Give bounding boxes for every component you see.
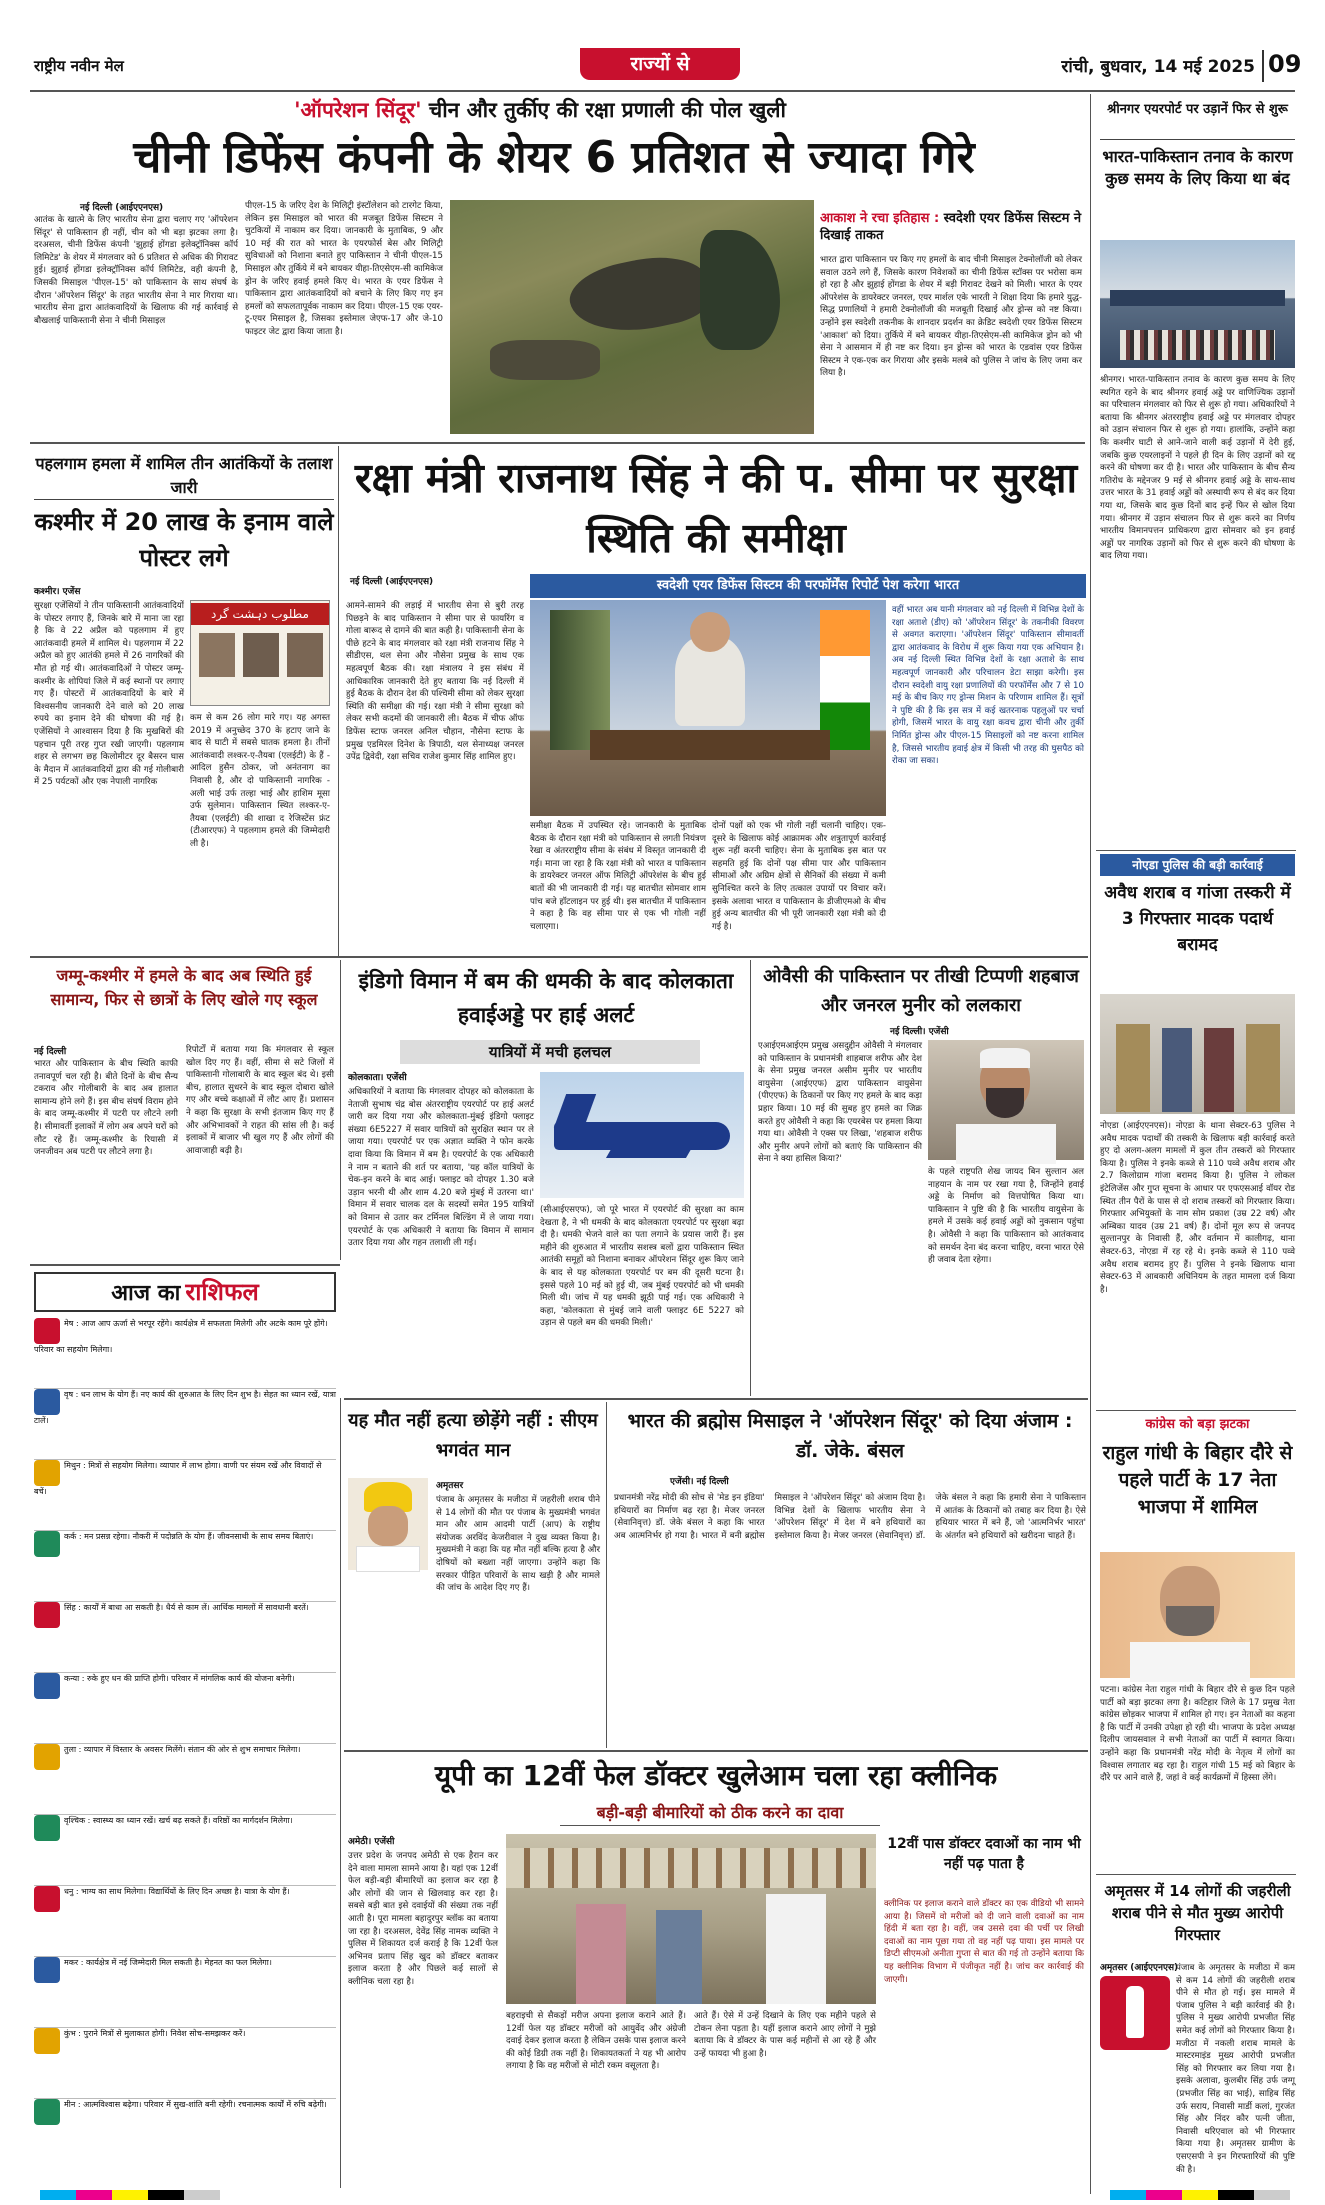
rashifal-title-main: राशिफल (185, 1278, 259, 1306)
murder-text: पंजाब के अमृतसर के मजीठा में जहरीली शराब पीने से 14 लोगों की मौत पर पंजाब के मुख्यमंत्री भगवंत मान और आम आदमी पार्टी (आप) के राष्ट्रीय संयोजक अरविंद केजरीवाल ने दुख व्यक्त किया है। मुख्यमंत्री ने कहा कि यह मौत नहीं बल्कि हत्या है और दोषियों को बख्शा नहीं जाएगा। उन्होंने कहा कि सरकार पीड़ित परिवारों के साथ खड़ी है और मामले की जांच के आदेश दिए गए हैं। (436, 1495, 600, 1594)
color-registration-right (1110, 2190, 1290, 2200)
noida-top-rule (1096, 850, 1296, 851)
jk-headline: जम्मू-कश्मीर में हमले के बाद अब स्थिति हुई सामान्य, फिर से छात्रों के लिए खोले गए स्कूल (50, 966, 318, 1009)
owaisi-col-1: एआईएमआईएम प्रमुख असदुद्दीन ओवैसी ने मंगलवार को पाकिस्तान के प्रधानमंत्री शाहबाज शरीफ और देश के सेना प्रमुख जनरल असीम मुनीर पर भारतीय वायुसेना (आईएएफ) द्वारा पाकिस्तान वायुसेना (पीएएफ) के ठिकानों पर किए गए हमले के बाद कड़ा प्रहार किया। 10 मई की सुबह हुए हमले का जिक्र करते हुए ओवैसी ने कहा कि एयरबेस पर हमला किया गया था। ओवैसी ने एक्स पर लिखा, 'शहबाज शरीफ और मुनीर अपने लोगों को बताएं कि पाकिस्तान की सेना ने क्या हासिल किया?' (758, 1041, 922, 1165)
rashifal-sign: मकर : कार्यक्षेत्र में नई जिम्मेदारी मिल सकती है। मेहनत का फल मिलेगा। (34, 1957, 336, 2028)
rajnath-dateline: नई दिल्ली (आईएएनएस) (350, 577, 434, 587)
rashifal-sign: मीन : आत्मविश्वास बढ़ेगा। परिवार में सुख-शांति बनी रहेगी। रचनात्मक कार्यों में रुचि बढ़ेगी। (34, 2099, 336, 2169)
owaisi-headline: ओवैसी की पाकिस्तान पर तीखी टिप्पणी शहबाज और जनरल मुनीर को ललकारा (763, 966, 1079, 1016)
paper-name: राष्ट्रीय नवीन मेल (34, 57, 124, 75)
jk-dateline: नई दिल्ली (34, 1047, 67, 1057)
amritsar-top-rule (1096, 1874, 1296, 1875)
kumbh-icon (34, 2028, 60, 2054)
makar-icon (34, 1957, 60, 1983)
terminal-roof (1110, 290, 1285, 306)
mann-face (368, 1506, 408, 1546)
dateline: रांची, बुधवार, 14 मई 2025 (1061, 57, 1255, 77)
rashifal-sign: कुंभ : पुराने मित्रों से मुलाकात होगी। निवेश सोच-समझकर करें। (34, 2028, 336, 2099)
rashifal-sign: मेष : आज आप ऊर्जा से भरपूर रहेंगे। कार्यक्षेत्र में सफलता मिलेगी और अटके काम पूरे होंगे। परिवार का सहयोग मिलेगा। (34, 1318, 336, 1389)
clinic-dateline: अमेठी। एजेंसी (348, 1837, 395, 1847)
pahalgam-poster (190, 600, 330, 706)
lead-headline: चीनी डिफेंस कंपनी के शेयर 6 प्रतिशत से ज्यादा गिरे (133, 132, 975, 183)
poster-title: مطلوب دہشت گرد (191, 603, 329, 625)
poster-face-1 (199, 633, 235, 677)
col-divider-left (338, 446, 339, 956)
srinagar-headline: भारत-पाकिस्तान तनाव के कारण कुछ समय के लिए किया था बंद (1102, 147, 1293, 188)
rashifal-title-pre: आज का (111, 1281, 181, 1306)
noida-kicker: नोएडा पुलिस की बड़ी कार्रवाई (1100, 854, 1295, 876)
indigo-col-2: (सीआईएसएफ), जो पूरे भारत में एयरपोर्ट की सुरक्षा का काम देखता है, ने भी धमकी के बाद कोलकाता एयरपोर्ट पर सुरक्षा बढ़ा दी है। धमकी भेजने वाले का पता लगाने के प्रयास जारी हैं। इस महीने की शुरुआत में भारतीय सशस्त्र बलों द्वारा पाकिस्तान स्थित आतंकी समूहों को निशाना बनाकर ऑपरेशन सिंदूर शुरू किए जाने के बाद से यह कोलकाता एयरपोर्ट पर बम की दूसरी घटना है। इससे पहले 10 मई को हुई थी, जब मुंबई एयरपोर्ट को भी धमकी मिली थी। जांच में यह धमकी झूठी पाई गई। एक अधिकारी ने कहा, 'कोलकाता से मुंबई जाने वाली फ्लाइट 6E 5227 को उड़ान से पहले बम की धमकी मिली।' (540, 1205, 744, 1329)
srinagar-kicker: श्रीनगर एयरपोर्ट पर उड़ानें फिर से शुरू (1100, 100, 1295, 140)
pahalgam-kicker: पहलगाम हमला में शामिल तीन आतंकियों के तलाश जारी (34, 452, 334, 500)
noida-text: नोएडा (आईएएनएस)। नोएडा के थाना सेक्टर-63 पुलिस ने अवैध मादक पदार्थों की तस्करी के खिलाफ बड़ी कार्रवाई करते हुए दो अलग-अलग मामलों में कुल तीन तस्करों को गिरफ्तार किया है। पुलिस ने इनके कब्जे से 110 पव्वे अवैध शराब और 2.7 किलोग्राम गांजा बरामद किया है। पुलिस ने लोकल इंटेलिजेंस और गुप्त सूचना के आधार पर एफएसआई वॉयर रोड स्थित तीन पैरों के पास से दो शराब तस्करों को गिरफ्तार किया। गिरफ्तार अभियुक्तों के नाम सोम प्रकाश (उम्र 22 वर्ष) और अम्बिका यादव (उम्र 21 वर्ष) हैं। दोनों मूल रूप से जनपद सुल्तानपुर के निवासी हैं, और वर्तमान में कालीगढ़, थाना सेक्टर-63, नोएडा में रह रहे थे। इनके कब्जे से 110 पव्वे अवैध शराब बरामद हुए हैं। पुलिस ने इनके खिलाफ थाना सेक्टर-63 में आबकारी अधिनियम के तहत मामला दर्ज किया है। (1100, 1121, 1295, 1295)
rajnath-photo (530, 600, 886, 816)
rashifal-sign: तुला : व्यापार में विस्तार के अवसर मिलेंगे। संतान की ओर से शुभ समाचार मिलेगा। (34, 1744, 336, 1815)
murder-dateline: अमृतसर (436, 1481, 464, 1491)
masthead-rule (30, 90, 1295, 92)
rashifal-sign: मिथुन : मित्रों से सहयोग मिलेगा। व्यापार में लाभ होगा। वाणी पर संयम रखें और विवादों से बचें। (34, 1460, 336, 1531)
owaisi-dateline: नई दिल्ली। एजेंसी (890, 1027, 949, 1037)
owaisi-shirt (956, 1124, 1056, 1164)
kanya-icon (34, 1673, 60, 1699)
wreckage-shape-3 (700, 230, 780, 350)
flag-right (820, 610, 870, 750)
rajnath-headline: रक्षा मंत्री राजनाथ सिंह ने की प. सीमा पर सुरक्षा स्थिति की समीक्षा (354, 454, 1078, 562)
col-divider-mid (750, 960, 751, 1396)
col-divider-left-3 (340, 1398, 341, 2188)
lead-side-heading (820, 210, 1082, 250)
pahalgam-dateline: कश्मीर। एजेंस (34, 587, 81, 597)
patient-1 (576, 1904, 626, 2004)
mithun-icon (34, 1460, 60, 1486)
rashifal-sign: वृष : धन लाभ के योग हैं। नए कार्य की शुरुआत के लिए दिन शुभ है। सेहत का ध्यान रखें, यात्रा टालें। (34, 1389, 336, 1460)
wreckage-shape (564, 246, 715, 344)
rashifal-sign: वृश्चिक : स्वास्थ्य का ध्यान रखें। खर्च बढ़ सकते हैं। वरिष्ठों का मार्गदर्शन मिलेगा। (34, 1815, 336, 1886)
rajnath-col-1: आमने-सामने की लड़ाई में भारतीय सेना से बुरी तरह पिछड़ने के बाद पाकिस्तान ने सीमा पार से फायरिंग व गोला बारूद से दागने की बात कही है। पाकिस्तानी सेना के पीछे हटने के बाद मंगलवार को रक्षा मंत्री राजनाथ सिंह ने सीडीएस, थल सेना और नौसेना प्रमुख के साथ एक महत्वपूर्ण बैठक की। रक्षा मंत्रालय ने इस संबंध में आधिकारिक जानकारी देते हुए बताया कि नई दिल्ली में हुई बैठक के दौरान देश की पश्चिमी सीमा को लेकर सुरक्षा स्थिति की समीक्षा की गई। रक्षा मंत्री ने सीमा सुरक्षा को लेकर सभी कदमों की जानकारी ली। बैठक में चीफ ऑफ डिफेंस स्टाफ जनरल अनिल चौहान, नौसेना स्टाफ के प्रमुख एडमिरल दिनेश के त्रिपाठी, थल सेनाध्यक्ष जनरल उपेंद्र द्विवेदी, रक्षा सचिव राजेश कुमार सिंह शामिल हुए। (346, 601, 524, 763)
policeman-1 (1116, 1024, 1150, 1112)
brahmos-text: प्रधानमंत्री नरेंद्र मोदी की सोच से 'मेड इन इंडिया' हथियारों का निर्माण बढ़ रहा है। मेजर जनरल (सेवानिवृत्त) डॉ. जेके बंसल ने कहा कि भारत अब आत्मनिर्भर हो गया है। भारत में बनी ब्रह्मोस मिसाइल ने 'ऑपरेशन सिंदूर' को अंजाम दिया है। विभिन्न देशों के खिलाफ भारतीय सेना ने 'ऑपरेशन सिंदूर' में देश में बने हथियारों का इस्तेमाल किया है। मेजर जनरल (सेवानिवृत्त) डॉ. जेके बंसल ने कहा कि हमारी सेना ने पाकिस्तान में आतंक के ठिकानों को तबाह कर दिया है। ऐसे हथियार भारत में बने हैं, जो 'आत्मनिर्भर भारत' के अंतर्गत बने हथियारों को खरीदना चाहते हैं। (614, 1493, 1086, 1541)
section-tab: राज्यों से (580, 48, 740, 80)
row4-top-rule (344, 1398, 1088, 1400)
flag-left (550, 610, 610, 750)
side-title: स्वदेशी एयर डिफेंस सिस्टम ने दिखाई ताकत (820, 211, 1082, 243)
owaisi-photo (928, 1040, 1084, 1160)
minister-head (690, 612, 730, 652)
vrishchik-icon (34, 1815, 60, 1841)
pahalgam-top-rule (30, 442, 1085, 444)
jk-col-2: रिपोर्टों में बताया गया कि मंगलवार से स्कूल खोल दिए गए हैं। वहीं, सीमा से सटे जिलों में पाकिस्तानी गोलाबारी के बाद स्कूल बंद थे। इसी बीच, हालात सुधरने के बाद स्कूल दोबारा खोले गए और बच्चे कक्षाओं में लौट आए हैं। प्रशासन ने कहा कि सुरक्षा के सभी इंतजाम किए गए हैं और अभिभावकों ने राहत की सांस ली है। कई इलाकों में बाजार भी खुल गए हैं और लोगों की आवाजाही बढ़ी है। (186, 1045, 334, 1156)
color-registration-left (40, 2190, 220, 2200)
pahalgam-headline: कश्मीर में 20 लाख के इनाम वाले पोस्टर लगे (34, 508, 334, 572)
clinic-col-3: आते हैं। ऐसे में उन्हें दिखाने के लिए एक महीने पहले से टोकन लेना पड़ता है। यहीं इलाज कराने आए लोगों ने मुझे बताया कि वे डॉक्टर के पास कई महीनों से आ रहे हैं और उन्हें फायदा भी हुआ है। (694, 2011, 876, 2059)
wreckage-shape-2 (490, 340, 600, 380)
lead-col-2: पीएल-15 के जरिए देश के मिलिट्री इंस्टॉलेशन को टारगेट किया, लेकिन इस मिसाइल को भारत की मजबूत डिफेंस सिस्टम ने चुटकियों में नाकाम कर दिया। जानकारी के मुताबिक, 9 और 10 मई की रात को भारत के एयरफोर्स बेस और मिलिट्री सुविधाओं को निशाना बनाते हुए पाकिस्तान ने चीनी पीएल-15 मिसाइल और तुर्किये में बने बायकर यीहा-तिएसेएम-सी कामिकेज ड्रोन के जरिए हवाई हमले किए थे। भारत के एयर डिफेंस ने पाकिस्तान द्वारा आतंकवादियों को बचाने के लिए किए गए इन हमलों को सफलतापूर्वक नाकाम कर दिया। पीएल-15 एक एयर-टू-एयर मिसाइल है, जिसका इस्तेमाल जेएफ-17 और जे-10 फाइटर जेट द्वारा किया जाता है। (245, 201, 443, 337)
brahmos-dateline: एजेंसी। नई दिल्ली (670, 1477, 729, 1487)
lead-kicker (140, 96, 940, 126)
rajnath-banner: स्वदेशी एयर डिफेंस सिस्टम की परफॉर्मेंस रिपोर्ट पेश करेगा भारत (530, 574, 1086, 598)
col-divider-right (1090, 94, 1091, 2194)
poster-face-2 (243, 633, 279, 677)
desk (590, 730, 830, 760)
rajnath-col-4: वहीं भारत अब यानी मंगलवार को नई दिल्ली में विभिन्न देशों के रक्षा अताशे (डीए) को 'ऑपरेशन सिंदूर' के तकनीकी विवरण से अवगत कराएगा। 'ऑपरेशन सिंदूर' पाकिस्तान सीमावर्ती द्वारा आतंकवाद के विरोध में शुरू किया गया एक अभियान है। अब नई दिल्ली स्थित विभिन्न देशों के रक्षा अताशे के साथ महत्वपूर्ण जानकारी और परिचालन डेटा साझा करेगी। इस दौरान स्वदेशी वायु रक्षा प्रणालियों की परफॉर्मेंस और 7 से 10 मई के बीच किए गए ड्रोन्स मिशन के परिणाम शामिल हैं। सूत्रों ने पुष्टि की है कि इस सत्र में कई खतरनाक पहलुओं पर चर्चा होगी, जिसमें भारत के वायु रक्षा कवच द्वारा चीनी और तुर्की निर्मित ड्रोन्स और पीएल-15 मिसाइलों को नष्ट करना शामिल है, जिससे भारतीय हवाई क्षेत्र में किसी भी तरह की घुसपैठ को रोका जा सका। (892, 605, 1084, 767)
doctor-figure (766, 1894, 826, 2004)
lead-photo-wreckage (450, 200, 814, 434)
mann-photo (348, 1478, 428, 1570)
srinagar-text: श्रीनगर। भारत-पाकिस्तान तनाव के कारण कुछ समय के लिए स्थगित रहने के बाद श्रीनगर हवाई अड्डे पर वाणिज्यिक उड़ानों का परिचालन मंगलवार को फिर से शुरू हो गया। अधिकारियों ने बताया कि श्रीनगर अंतरराष्ट्रीय हवाई अड्डे पर मंगलवार दोपहर को उड़ान संचालन फिर से शुरू हो गया। हालांकि, उन्होंने कहा कि कश्मीर घाटी से आने-जाने वाली कई उड़ानों में देरी हुई, जबकि कुछ एयरलाइनों ने पहले ही दिन के लिए उड़ानों को रद्द करने की घोषणा कर दी है। भारत और पाकिस्तान के बीच सैन्य गतिरोध के मद्देनजर 9 मई से श्रीनगर हवाई अड्डे के साथ-साथ उत्तर भारत के 31 हवाई अड्डों को अस्थायी रूप से बंद कर दिया गया था, जिसके बाद कुछ दिनों बाद इन्हें फिर से खोल दिया गया। श्रीनगर में उड़ान संचालन फिर से शुरू करने का निर्णय भारतीय विमानपत्तन प्राधिकरण द्वारा सोमवार को इन हवाई अड्डों पर नागरिक उड़ानों को फिर से शुरू करने की घोषणा के बाद लिया गया। (1100, 375, 1295, 562)
clinic-shelf (506, 1848, 876, 1888)
rashifal-title (34, 1272, 336, 1312)
srinagar-photo (1100, 240, 1295, 368)
col-divider-left-2 (340, 960, 341, 1260)
col-divider-mid-2 (606, 1402, 607, 1748)
clinic-col-1: उत्तर प्रदेश के जनपद अमेठी से एक हैरान कर देने वाला मामला सामने आया है। यहां एक 12वीं फेल बड़ी-बड़ी बीमारियों का इलाज कर रहा है और लोगों की जान से खिलवाड़ कर रहा है। सबसे बड़ी बात इसे दवाईयों की संख्या तक नहीं आती है। पूरा मामला बहादुरपुर ब्लॉक का बताया जा रहा है। दरअसल, देवेंद्र सिंह नामक व्यक्ति ने पुलिस में शिकायत दर्ज कराई है कि 12वीं फेल अभिनव प्रताप सिंह खुद को डॉक्टर बताकर इलाज करता है और पिछले कई सालों से क्लीनिक चला रहा है। (348, 1851, 498, 1987)
dhanu-icon (34, 1886, 60, 1912)
kark-icon (34, 1531, 60, 1557)
side-kicker: आकाश ने रचा इतिहास : (820, 211, 940, 226)
rashifal-sign: सिंह : कार्यों में बाधा आ सकती है। धैर्य से काम लें। आर्थिक मामलों में सावधानी बरतें। (34, 1602, 336, 1673)
rashifal-sign: कर्क : मन प्रसन्न रहेगा। नौकरी में पदोन्नति के योग हैं। जीवनसाथी के साथ समय बिताएं। (34, 1531, 336, 1602)
rahul-shirt (1130, 1642, 1250, 1682)
indigo-col-1: अधिकारियों ने बताया कि मंगलवार दोपहर को कोलकाता के नेताजी सुभाष चंद्र बोस अंतरराष्ट्रीय एयरपोर्ट पर हाई अलर्ट जारी कर दिया गया और कोलकाता-मुंबई इंडिगो फ्लाइट संख्या 6E5227 में सवार यात्रियों को सुरक्षित स्थान पर ले जाया गया। एयरपोर्ट पर एक अज्ञात व्यक्ति ने फोन करके दावा किया कि विमान में बम है। एयरपोर्ट के एक अधिकारी ने नाम न बताने की शर्त पर बताया, 'यह कॉल यात्रियों के चेक-इन करने के बाद आई। फ्लाइट को दोपहर 1.30 बजे उड़ान भरनी थी और शाम 4.20 बजे मुंबई में उतरना था।' विमान में सवार चालक दल के सदस्यों समेत 195 यात्रियों को विमान से उतार कर टर्मिनल बिल्डिंग में ले जाया गया। एयरपोर्ट के एक अधिकारी ने बताया कि विमान में सामान उतार दिया गया और गहन तलाशी ली गई। (348, 1087, 534, 1249)
noida-headline: अवैध शराब व गांजा तस्करी में 3 गिरफ्तार मादक पदार्थ बरामद (1104, 883, 1291, 955)
singh-icon (34, 1602, 60, 1628)
clinic-photo (506, 1834, 876, 2004)
accused-1 (1162, 1028, 1192, 1112)
owaisi-cap (980, 1048, 1030, 1068)
plane-wing (606, 1144, 694, 1158)
rashifal-sign: कन्या : रुके हुए धन की प्राप्ति होगी। परिवार में मांगलिक कार्य की योजना बनेगी। (34, 1673, 336, 1744)
indigo-dateline: कोलकाता। एजेंसी (348, 1073, 407, 1083)
rajnath-col-2: समीक्षा बैठक में उपस्थित रहे। जानकारी के मुताबिक बैठक के दौरान रक्षा मंत्री को पाकिस्तान से लगती नियंत्रण रेखा व अंतरराष्ट्रीय सीमा के संबंध में विस्तृत जानकारी दी गई। माना जा रहा है कि रक्षा मंत्री को भारत व पाकिस्तान के डायरेक्टर जनरल ऑफ मिलिट्री ऑपरेशंस के बीच हुई बातों की भी जानकारी दी गई। यह बातचीत सोमवार शाम पांच बजे हॉटलाइन पर हुई थी। इस बातचीत में पाकिस्तान ने कहा है कि वह सीमा पार से एक भी गोली नहीं चलाएगा। (530, 821, 706, 932)
rajnath-col-3: दोनों पक्षों को एक भी गोली नहीं चलानी चाहिए। एक-दूसरे के खिलाफ कोई आक्रामक और शत्रुतापूर्ण कार्रवाई शुरू नहीं करनी चाहिए। सेना के मुताबिक इस बात पर सहमति हुई कि दोनों पक्ष सीमा पार और पाकिस्तान सीमाओं और अग्रिम क्षेत्रों से सैनिकों की संख्या में कमी सुनिश्चित करने के लिए तत्काल उपायों पर विचार करें। इसके अलावा भारत व पाकिस्तान के डीजीएमओ के बीच हुई अन्य बातचीत की भी पूरी जानकारी रक्षा मंत्री को दी गई है। (712, 821, 886, 932)
lead-side-text: भारत द्वारा पाकिस्तान पर किए गए हमलों के बाद चीनी मिसाइल टेक्नोलॉजी को लेकर सवाल उठने लगे हैं, जिसके कारण निवेशकों का चीनी डिफेंस स्टॉक्स पर भरोसा कम हो रहा है और झुहाई होंगडा के शेयर में बड़ी गिरावट देखने को मिली। भारत के एयर ऑपरेशंस के डायरेक्टर जनरल, एयर मार्शल एके भारती ने शिक्षा दिया कि हमारे युद्ध-सिद्ध प्रणालियों ने हमारी टेक्नोलॉजी की मजबूती दिखाई और ड्रोन्स को नष्ट किया। उन्होंने इस स्वदेशी तकनीक के शानदार प्रदर्शन का क्रेडिट स्वदेशी एयर डिफेंस सिस्टम 'आकाश' को दिया। तुर्किये में बने बायकर यीहा-तिएसेएम-सी कामिकेज ड्रोन को भी सेना ने आसमान में ही नष्ट कर दिया। इन ड्रोन्स को भारत के एडवांस एयर डिफेंस सिस्टम ने एक-एक कर गिराया और इसके मलबे को पुलिस ने जांच के लिए जमा कर लिया है। (820, 255, 1082, 379)
noida-photo (1100, 994, 1295, 1114)
mann-shirt (356, 1546, 420, 1572)
congress-kicker: कांग्रेस को बड़ा झटका (1145, 1417, 1250, 1432)
clinic-top-rule (344, 1750, 1088, 1752)
tula-icon (34, 1744, 60, 1770)
clinic-sub: बड़ी-बड़ी बीमारियों को ठीक करने का दावा (560, 1800, 880, 1826)
vrish-icon (34, 1389, 60, 1415)
row3-top-rule (30, 956, 1088, 958)
amritsar-headline: अमृतसर में 14 लोगों की जहरीली शराब पीने से मौत मुख्य आरोपी गिरफ्तार (1104, 1882, 1291, 1944)
amritsar-text-cont (1100, 2054, 1295, 2184)
patient-2 (656, 1910, 702, 2004)
amritsar-dateline: अमृतसर (आईएएनएस) (1100, 1963, 1179, 1973)
brahmos-headline: भारत की ब्रह्मोस मिसाइल ने 'ऑपरेशन सिंदूर' को दिया अंजाम : डॉ. जेके. बंसल (627, 1410, 1073, 1462)
indigo-plane-photo (540, 1072, 744, 1198)
amritsar-text: पंजाब के अमृतसर के मजीठा में कम से कम 14 लोगों की जहरीली शराब पीने से मौत हो गई। इस मामले में पंजाब पुलिस ने बड़ी कार्रवाई की है। पुलिस ने मुख्य आरोपी प्रभजीत सिंह समेत कई लोगों को गिरफ्तार किया है। मजीठा में नकली शराब मामले के मास्टरमाइंड मुख्य आरोपी प्रभजीत सिंह को गिरफ्तार कर लिया गया है। इसके अलावा, कुलबीर सिंह उर्फ जग्गू (प्रभजीत सिंह का भाई), साहिब सिंह उर्फ सराय, निवासी मार्डी कलां, गुरजंत सिंह और निंदर कौर पत्नी जीता, निवासी थरिएवाल को भी गिरफ्तार किया गया है। अमृतसर ग्रामीण के एसएसपी ने इन गिरफ्तारियों की पुष्टि की है। (1176, 1963, 1295, 2175)
lead-dateline: नई दिल्ली (आईएएनएस) (80, 203, 164, 213)
policeman-2 (1246, 1024, 1280, 1112)
clinic-headline: यूपी का 12वीं फेल डॉक्टर खुलेआम चला रहा क्लीनिक (434, 1759, 998, 1792)
masthead (0, 40, 1325, 88)
lead-kicker-red: 'ऑपरेशन सिंदूर' (294, 98, 422, 122)
pahalgam-col-1: सुरक्षा एजेंसियों ने तीन पाकिस्तानी आतंकवादियों के पोस्टर लगाए हैं, जिनके बारे में माना जा रहा है कि वे 22 अप्रैल को पहलगाम में हुए आतंकवादी हमले में शामिल थे। पहलगाम में 22 अप्रैल को हुए आतंकी हमले में 26 नागरिकों की मौत हो गई थी। आतंकवादिओं ने पोस्टर जम्मू-कश्मीर के शोपियां जिले में कई स्थानों पर लगाए गए हैं। पोस्टरों में आतंकवादियों के बारे में विश्वसनीय जानकारी देने वाले को 20 लाख रुपये का इनाम देने की घोषणा की गई है। एजेंसियों ने आश्वासन दिया है कि मुखबिरों की पहचान पूरी तरह गुप्त रखी जाएगी। पहलगाम शहर से लगभग छह किलोमीटर दूर बैसरन घास के मैदान में आतंकवादियों द्वारा की गई गोलीबारी में 25 पर्यटकों और एक नेपाली नागरिक (34, 601, 184, 788)
clinic-col-2: बहराइची से सैकड़ों मरीज अपना इलाज कराने आते हैं। 12वीं फेल यह डॉक्टर मरीजों को आयुर्वेद और अंग्रेजी दवाई देकर इलाज करता है लेकिन उसके पास इलाज करने की कोई डिग्री तक नहीं है। शिकायतकर्ता ने यह भी आरोप लगाया है कि वह मरीजों से मोटी रकम वसूलता है। (506, 2011, 686, 2072)
murder-headline: यह मौत नहीं हत्या छोड़ेंगे नहीं : सीएम भगवंत मान (348, 1410, 598, 1461)
bottle-icon (1126, 1986, 1144, 2038)
lead-kicker-rest: चीन और तुर्कीए की रक्षा प्रणाली की पोल खुली (428, 98, 786, 122)
owaisi-beard (986, 1088, 1024, 1118)
owaisi-col-2: के पहले राष्ट्रपति शेख जायद बिन सुल्तान अल नाहयान के नाम पर रखा गया है, जिन्होंने हवाई अड्डे के निर्माण को वित्तपोषित किया था। पाकिस्तान ने पुष्टि की है कि भारतीय वायुसेना के हमले में उसके कई हवाई अड्डों को नुकसान पहुंचा है। ओवैसी ने कहा कि पाकिस्तान को आतंकवाद को समर्थन देना बंद करना चाहिए, वरना भारत ऐसे ही जवाब देता रहेगा। (928, 1167, 1084, 1266)
rashifal-list (34, 1318, 336, 2188)
congress-text: पटना। कांग्रेस नेता राहुल गांधी के बिहार दौरे से कुछ दिन पहले पार्टी को बड़ा झटका लगा है। कटिहार जिले के 17 प्रमुख नेता कांग्रेस छोड़कर भाजपा में शामिल हो गए। इन नेताओं का कहना है कि पार्टी में उनकी उपेक्षा हो रही थी। भाजपा के प्रदेश अध्यक्ष दिलीप जायसवाल ने सभी नेताओं का पार्टी में स्वागत किया। उन्होंने कहा कि प्रधानमंत्री नरेंद्र मोदी के नेतृत्व में लोगों का विश्वास लगातार बढ़ रहा है। राहुल गांधी 15 मई को बिहार के दौरे पर आने वाले हैं, जहां वे कई कार्यक्रमों में हिस्सा लेंगे। (1100, 1685, 1295, 1784)
meen-icon (34, 2099, 60, 2125)
clinic-side-title: 12वीं पास डॉक्टर दवाओं का नाम भी नहीं पढ़ पाता है (887, 1836, 1081, 1872)
poster-face-3 (287, 633, 323, 677)
indigo-headline: इंडिगो विमान में बम की धमकी के बाद कोलकाता हवाईअड्डे पर हाई अलर्ट (358, 969, 734, 1027)
page-number: 09 (1262, 50, 1302, 82)
pahalgam-col-2: कम से कम 26 लोग मारे गए। यह अगस्त 2019 में अनुच्छेद 370 के हटाए जाने के बाद से घाटी में सबसे घातक हमला है। तीनों आतंकवादी लश्कर-ए-तैयबा (एलईटी) के हैं - आदिल हुसैन ठोकर, जो अनंतनाग का निवासी है, और दो पाकिस्तानी नागरिक - अली भाई उर्फ तल्हा भाई और हाशिम मूसा उर्फ सुलेमान। पाकिस्तान स्थित लश्कर-ए-तैयबा (एलईटी) की शाखा द रेजिस्टेंस फ्रंट (टीआरएफ) ने पहलगाम हमले की जिम्मेदारी ली है। (190, 713, 330, 849)
mesh-icon (34, 1318, 60, 1344)
rahul-beard (1166, 1606, 1214, 1636)
accused-2 (1204, 1028, 1234, 1112)
indigo-banner: यात्रियों में मची हलचल (400, 1040, 700, 1064)
rahul-photo (1100, 1552, 1295, 1678)
congress-top-rule (1096, 1410, 1296, 1411)
jk-col-1: भारत और पाकिस्तान के बीच स्थिति काफी तनावपूर्ण चल रही है। बीते दिनों के बीच सैन्य टकराव और गोलीबारी के बाद अब हालात सामान्य होने लगे हैं। इस बीच संघर्ष विराम होने के बाद जम्मू-कश्मीर में पटरी पर लौटने लगी है। सीमावर्ती इलाकों में लोग अब अपने घरों को लौट रहे हैं। जम्मू-कश्मीर के रियासी में जनजीवन अब पटरी पर लौटने लगा है। (34, 1059, 178, 1158)
amritsar-emblem (1100, 1976, 1170, 2050)
rashifal-top-rule (30, 1264, 340, 1266)
rashifal-sign: धनु : भाग्य का साथ मिलेगा। विद्यार्थियों के लिए दिन अच्छा है। यात्रा के योग हैं। (34, 1886, 336, 1957)
lead-col-1: आतंक के खात्मे के लिए भारतीय सेना द्वारा चलाए गए 'ऑपरेशन सिंदूर' से पाकिस्तान ही नहीं, चीन को भी बड़ा झटका लगा है। दरअसल, चीनी डिफेंस कंपनी 'झुहाई होंगडा इलेक्ट्रॉनिक्स कॉर्प लिमिटेड' के शेयर में मंगलवार को 6 प्रतिशत से अधिक की गिरावट हुई। झुहाई होंगडा इलेक्ट्रॉनिक्स कॉर्प लिमिटेड, वही कंपनी है, जिसकी मिसाइल 'पीएल-15' को पाकिस्तान के साथ संघर्ष के दौरान 'ऑपरेशन सिंदूर' के तहत भारतीय सेना ने मार गिराया था। भारतीय सेना द्वारा आतंकवादियों के खिलाफ की गई कार्रवाई से बौखलाई पाकिस्तानी सेना ने चीनी मिसाइल (34, 215, 238, 326)
congress-headline: राहुल गांधी के बिहार दौरे से पहले पार्टी के 17 नेता भाजपा में शामिल (1102, 1442, 1293, 1518)
crowd (1120, 330, 1275, 360)
clinic-side-text: क्लीनिक पर इलाज कराने वाले डॉक्टर का एक वीडियो भी सामने आया है। जिसमें वो मरीजों को दी जाने वाली दवाओं का नाम हिंदी में बता रहा है। वहीं, जब उससे दवा की पर्ची पर लिखी दवाओं का नाम पूछा गया तो वह नहीं पढ़ पाया। इस मामले पर डिप्टी सीएमओ अनीता गुप्ता से बात की गई तो उन्होंने बताया कि यह क्लीनिक विभाग में पंजीकृत नहीं है। जांच कर कार्रवाई की जाएगी। (884, 1899, 1084, 1985)
